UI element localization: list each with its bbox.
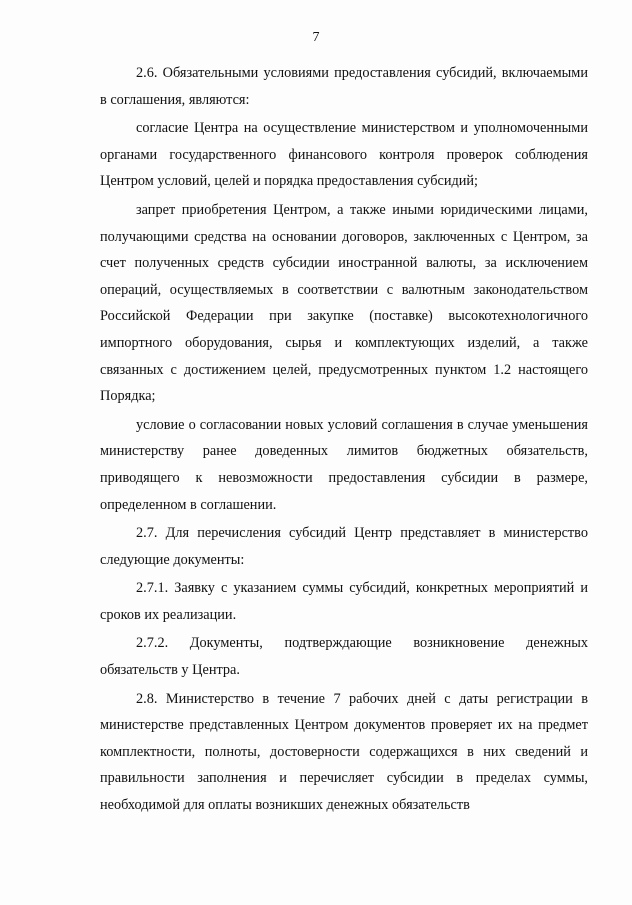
page-number: 7 bbox=[312, 30, 320, 45]
paragraph-2-7: 2.7. Для перечисления субсидий Центр представляет в министерство следующие документы: bbox=[100, 525, 588, 568]
paragraph-condition-consent: согласие Центра на осуществление министерством и уполномоченными органами государственного финансового контроля проверок соблюдения Центром условий, целей и порядка предоставления субсидий; bbox=[100, 120, 588, 190]
paragraph-condition-currency-ban: запрет приобретения Центром, а также иными юридическими лицами, получающими средства на основании договоров, заключенных с Центром, за счет полученных средств субсидии иностранной валюты, за исключением операций, осуществляемых в соответствии с валютным законодательством Российской Федерации при закупке (поставке) высокотехнологичного импортного оборудования, сырья и комплектующих изделий, а также связанных с достижением целей, предусмотренных пунктом 1.2 настоящего Порядка; bbox=[100, 201, 588, 405]
paragraph-2-6: 2.6. Обязательными условиями предоставления субсидий, включаемыми в соглашения, являются: bbox=[100, 65, 588, 108]
paragraph-2-7-1: 2.7.1. Заявку с указанием суммы субсидий, конкретных мероприятий и сроков их реализации. bbox=[100, 580, 588, 623]
paragraph-2-8: 2.8. Министерство в течение 7 рабочих дней с даты регистрации в министерстве представленных Центром документов проверяет их на предмет комплектности, полноты, достоверности содержащихся в них сведений и правильности заполнения и перечисляет субсидии в пределах суммы, необходимой для оплаты возникших денежных обязательств bbox=[100, 690, 588, 814]
paragraph-2-7-2: 2.7.2. Документы, подтверждающие возникновение денежных обязательств у Центра. bbox=[100, 635, 588, 679]
paragraph-condition-agreement-change: условие о согласовании новых условий соглашения в случае уменьшения министерству ранее доведенных лимитов бюджетных обязательств, приводящего к невозможности предоставления субсидии в размере, определенном в соглашении. bbox=[100, 416, 588, 513]
document-body bbox=[100, 60, 588, 819]
